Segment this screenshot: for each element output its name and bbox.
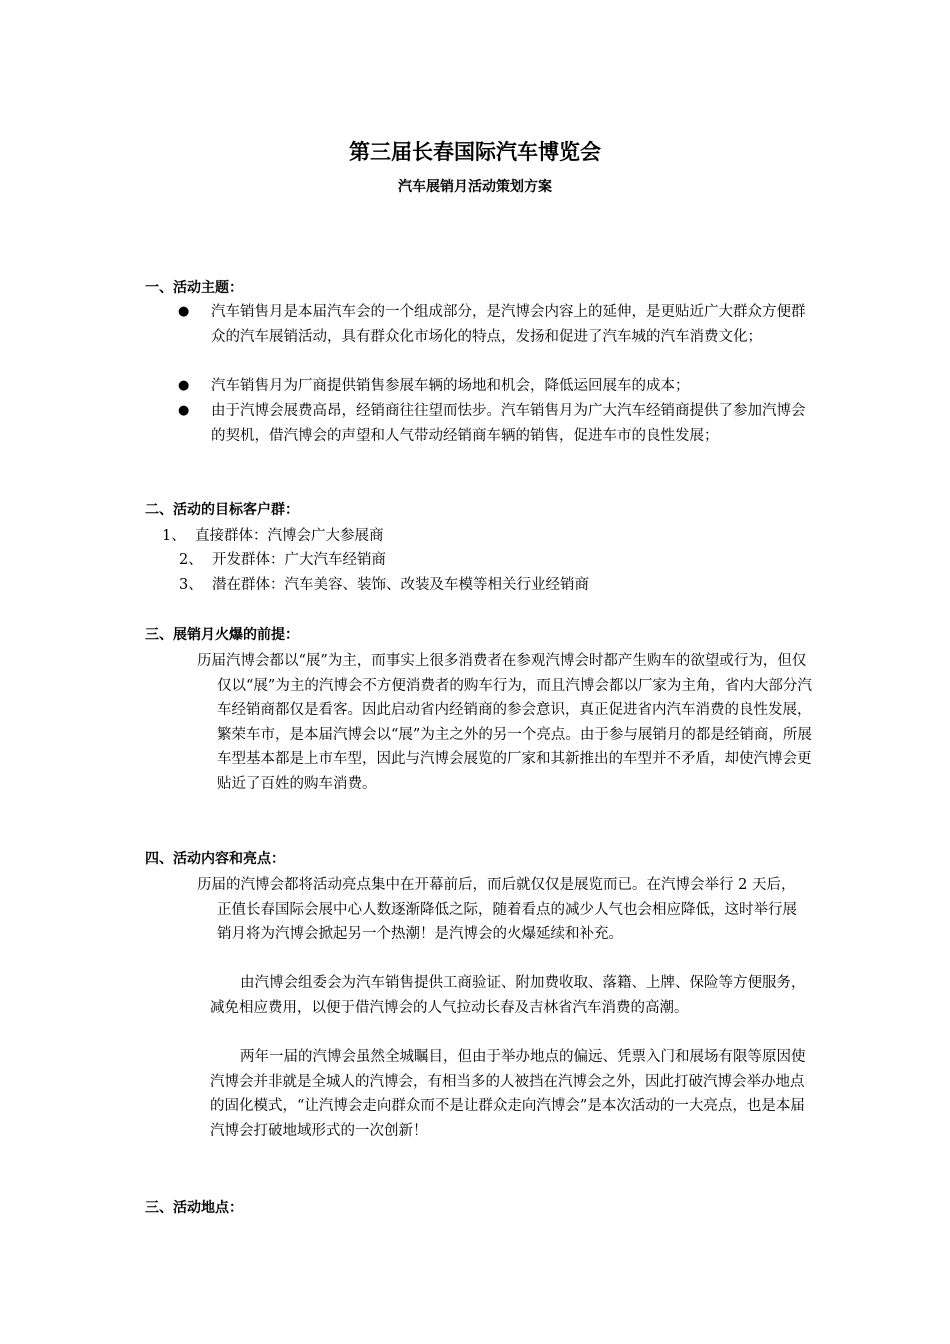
bullet-item: 由于汽博会展费高昂，经销商往往望而怯步。汽车销售月为广大汽车经销商提供了参加汽博会的契机，借汽博会的声望和人气带动经销商车辆的销售，促进车市的良性发展； — [211, 403, 806, 444]
paragraph: 历届汽博会都以“展”为主，而事实上很多消费者在参观汽博会时都产生购车的欲望或行为，但仅仅以“展”为主的汽博会不方便消费者的购车行为，而且汽博会都以厂家为主角，省内大部分汽车经销商都仅是看客。因此启动省内经销商的参会意识，真正促进省内汽车消费的良性发展，繁荣车市，是本届汽博会以“展”为主之外的另一个亮点。由于参与展销月的都是经销商，所展车型基本都是上市车型，因此与汽博会展览的厂家和其新推出的车型并不矛盾，却使汽博会更贴近了百姓的购车消费。 — [197, 653, 812, 792]
paragraph: 两年一届的汽博会虽然全城瞩目，但由于举办地点的偏远、凭票入门和展场有限等原因使汽博会并非就是全城人的汽博会，有相当多的人被挡在汽博会之外，因此打破汽博会举办地点的固化模式，“让汽博会走向群众而不是让群众走向汽博会”是本次活动的一大亮点，也是本届汽博会打破地域形式的一次创新！ — [210, 1049, 806, 1139]
bullet-icon: ● — [178, 304, 190, 319]
document-title: 第三届长春国际汽车博览会 — [349, 139, 601, 164]
list-item — [162, 524, 384, 549]
list-item — [179, 548, 386, 573]
list-item-number: 2、 — [179, 552, 203, 568]
bullet-item: 汽车销售月是本届汽车会的一个组成部分，是汽博会内容上的延伸，是更贴近广大群众方便群众的汽车展销活动，具有群众化市场化的特点，发扬和促进了汽车城的汽车消费文化； — [211, 304, 806, 345]
section-heading-premise: 三、展销月火爆的前提： — [145, 627, 299, 643]
section-heading-content-highlights: 四、活动内容和亮点： — [145, 851, 285, 867]
list-item-number: 1、 — [162, 528, 186, 544]
bullet-item: 汽车销售月为厂商提供销售参展车辆的场地和机会，降低运回展车的成本； — [211, 378, 690, 394]
list-item-number: 3、 — [179, 577, 203, 593]
bullet-icon: ● — [178, 403, 190, 418]
list-item-text: 潜在群体：汽车美容、装饰、改装及车模等相关行业经销商 — [212, 577, 589, 593]
paragraph: 历届的汽博会都将活动亮点集中在开幕前后，而后就仅仅是展览而已。在汽博会举行 2 天后，正值长春国际会展中心人数逐渐降低之际，随着看点的减少人气也会相应降低，这时举行展销月将为汽博会掀起另一个热潮！是汽博会的火爆延续和补充。 — [197, 877, 797, 942]
paragraph: 由汽博会组委会为汽车销售提供工商验证、附加费收取、落籍、上牌、保险等方便服务，减免相应费用，以便于借汽博会的人气拉动长春及吉林省汽车消费的高潮。 — [210, 975, 806, 1016]
list-item-text: 开发群体：广大汽车经销商 — [212, 552, 386, 568]
list-item — [179, 573, 589, 598]
document-subtitle: 汽车展销月活动策划方案 — [398, 179, 552, 195]
bullet-icon: ● — [178, 378, 190, 393]
list-item-text: 直接群体：汽博会广大参展商 — [195, 528, 384, 544]
section-heading-theme: 一、活动主题： — [145, 280, 243, 296]
section-heading-location: 三、活动地点： — [145, 1200, 243, 1216]
section-heading-target-customers: 二、活动的目标客户群： — [145, 502, 299, 518]
